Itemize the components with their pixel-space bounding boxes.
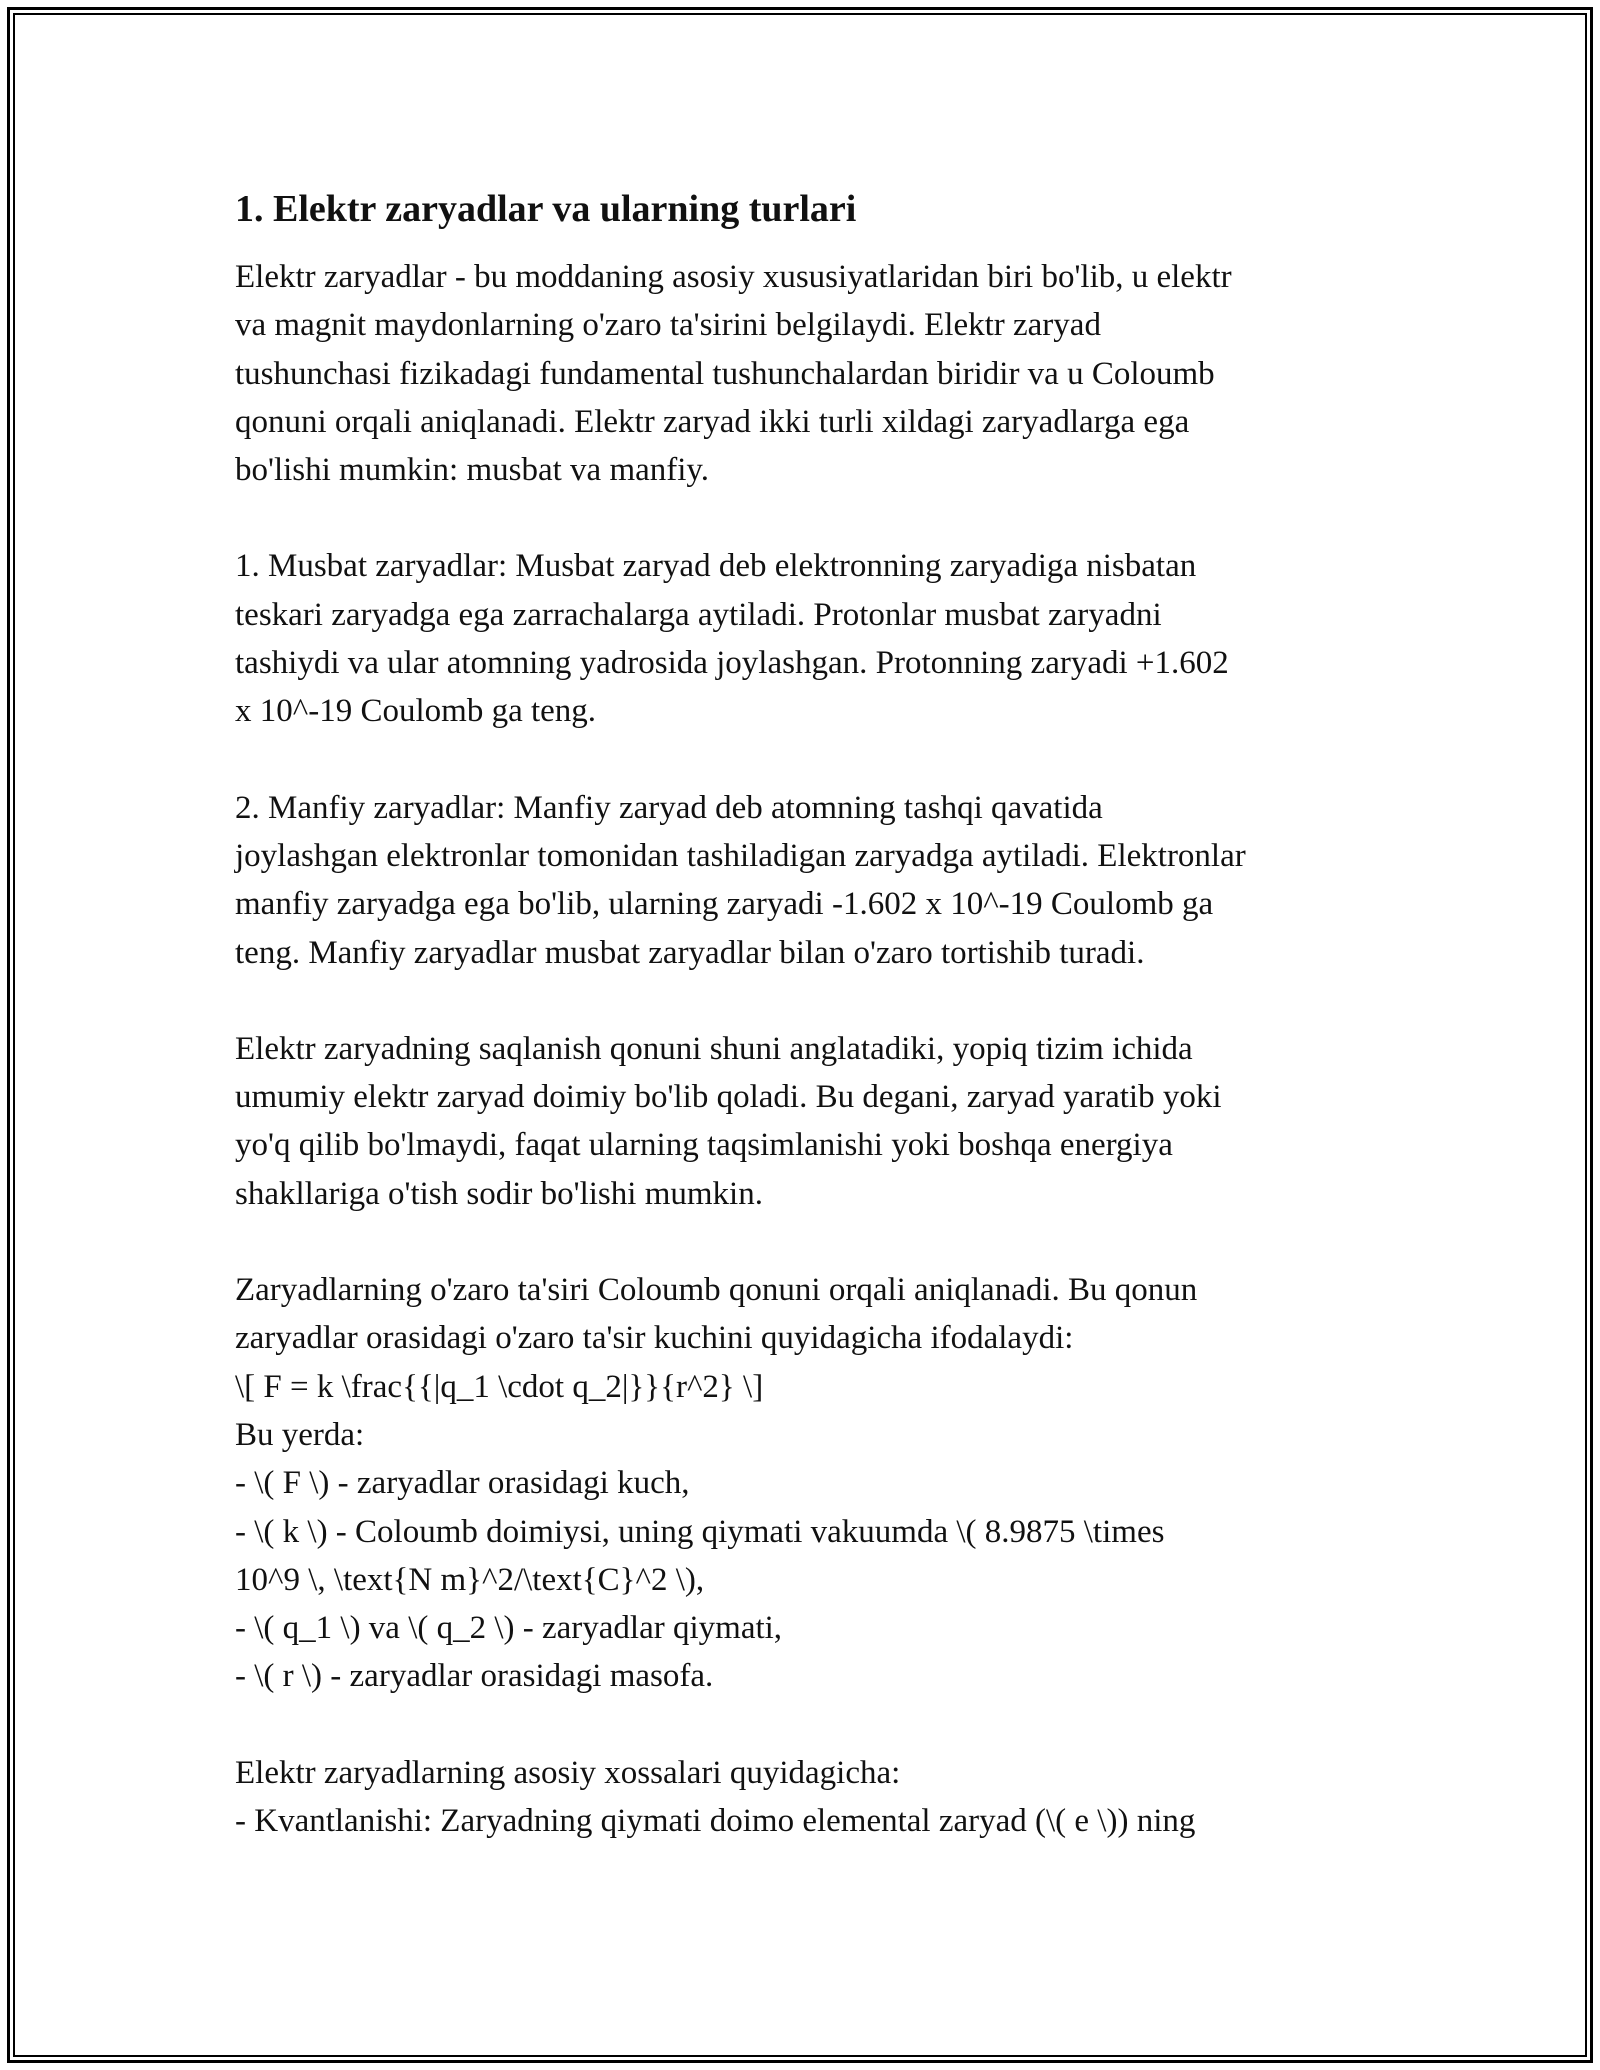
paragraph-negative-charges: [235, 784, 1375, 977]
text-line: joylashgan elektronlar tomonidan tashiladigan zaryadga aytiladi. Elektronlar: [235, 837, 1246, 874]
text-line: 1. Musbat zaryadlar: Musbat zaryad deb elektronning zaryadiga nisbatan: [235, 548, 1197, 585]
text-line: Zaryadlarning o'zaro ta'siri Coloumb qonuni orqali aniqlanadi. Bu qonun: [235, 1272, 1198, 1309]
text-line: Elektr zaryadlar - bu moddaning asosiy xususiyatlaridan biri bo'lib, u elektr: [235, 259, 1232, 295]
formula-line: \[ F = k \frac{{|q_1 \cdot q_2|}}{r^2} \]: [235, 1368, 764, 1405]
paragraph-positive-charges: [235, 542, 1375, 735]
text-line: Elektr zaryadning saqlanish qonuni shuni anglatadiki, yopiq tizim ichida: [235, 1030, 1193, 1067]
text-line: manfiy zaryadga ega bo'lib, ularning zaryadi -1.602 x 10^-19 Coulomb ga: [235, 886, 1214, 923]
text-line: Elektr zaryadlarning asosiy xossalari quyidagicha:: [235, 1754, 901, 1791]
list-item: - Kvantlanishi: Zaryadning qiymati doimo elemental zaryad (\( e \)) ning: [235, 1803, 1196, 1840]
text-line: tashiydi va ular atomning yadrosida joylashgan. Protonning zaryadi +1.602: [235, 645, 1229, 682]
text-line: Bu yerda:: [235, 1416, 365, 1453]
text-line: x 10^-19 Coulomb ga teng.: [235, 693, 597, 730]
list-item: - \( r \) - zaryadlar orasidagi masofa.: [235, 1658, 714, 1695]
text-line: qonuni orqali aniqlanadi. Elektr zaryad ikki turli xildagi zaryadlarga ega: [235, 403, 1190, 440]
text-line: shakllariga o'tish sodir bo'lishi mumkin.: [235, 1175, 763, 1212]
text-line: umumiy elektr zaryad doimiy bo'lib qoladi. Bu degani, zaryad yaratib yoki: [235, 1079, 1222, 1116]
paragraph-coulomb-law: [235, 1266, 1375, 1701]
document-body: [235, 185, 1375, 1893]
section-heading: 1. Elektr zaryadlar va ularning turlari: [235, 188, 857, 230]
list-item: - \( k \) - Coloumb doimiysi, uning qiymati vakuumda \( 8.9875 \times: [235, 1513, 1165, 1550]
text-line: bo'lishi mumkin: musbat va manfiy.: [235, 452, 710, 489]
list-item-continuation: 10^9 \, \text{N m}^2/\text{C}^2 \),: [235, 1561, 705, 1598]
text-line: yo'q qilib bo'lmaydi, faqat ularning taqsimlanishi yoki boshqa energiya: [235, 1127, 1173, 1164]
text-line: teng. Manfiy zaryadlar musbat zaryadlar bilan o'zaro tortishib turadi.: [235, 934, 1145, 971]
text-line: va magnit maydonlarning o'zaro ta'sirini belgilaydi. Elektr zaryad: [235, 307, 1101, 344]
list-item: - \( F \) - zaryadlar orasidagi kuch,: [235, 1465, 690, 1502]
text-line: zaryadlar orasidagi o'zaro ta'sir kuchini quyidagicha ifodalaydi:: [235, 1320, 1074, 1357]
text-line: 2. Manfiy zaryadlar: Manfiy zaryad deb atomning tashqi qavatida: [235, 789, 1103, 826]
paragraph-properties: [235, 1749, 1375, 1846]
text-line: tushunchasi fizikadagi fundamental tushunchalardan biridir va u Coloumb: [235, 355, 1215, 392]
paragraph-intro: [235, 253, 1375, 494]
list-item: - \( q_1 \) va \( q_2 \) - zaryadlar qiymati,: [235, 1610, 783, 1647]
text-line: teskari zaryadga ega zarrachalarga aytiladi. Protonlar musbat zaryadni: [235, 596, 1162, 633]
paragraph-conservation-law: [235, 1025, 1375, 1218]
